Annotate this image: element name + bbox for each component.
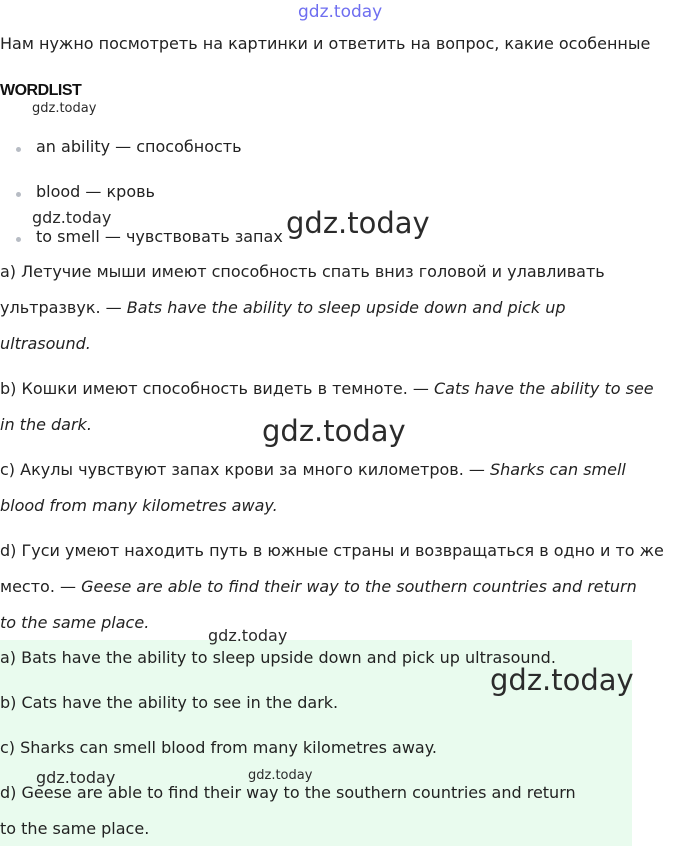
watermark-small: gdz.today — [32, 208, 112, 227]
translation-c-line1: c) Акулы чувствуют запах крови за много километров. — Sharks can smell — [0, 460, 626, 479]
wordlist-title: WORDLIST — [0, 82, 82, 99]
translation-d-line1: d) Гуси умеют находить путь в южные страны и возвращаться в одно и то же — [0, 541, 664, 560]
watermark-small: gdz.today — [248, 768, 313, 783]
translation-a-line2: ультразвук. — Bats have the ability to sleep upside down and pick up — [0, 298, 566, 317]
wordlist-item: blood — кровь — [36, 182, 155, 201]
watermark-large: gdz.today — [490, 663, 634, 697]
translation-a-line3: ultrasound. — [0, 334, 91, 353]
wordlist-item: to smell — чувствовать запах — [36, 227, 283, 246]
translation-d-line3: to the same place. — [0, 613, 150, 632]
translation-b-line2: in the dark. — [0, 415, 92, 434]
answer-a: a) Bats have the ability to sleep upside down and pick up ultrasound. — [0, 648, 556, 667]
translation-b-line1: b) Кошки имеют способность видеть в темноте. — Cats have the ability to see — [0, 379, 654, 398]
watermark-small: gdz.today — [36, 768, 116, 787]
answer-d-line2: to the same place. — [0, 819, 150, 838]
wordlist-item: an ability — способность — [36, 137, 242, 156]
watermark-small: gdz.today — [208, 626, 288, 645]
watermark-large: gdz.today — [262, 414, 406, 448]
translation-a-line1: a) Летучие мыши имеют способность спать вниз головой и улавливать — [0, 262, 605, 281]
watermark-large: gdz.today — [286, 206, 430, 240]
bullet-icon — [16, 192, 21, 197]
bullet-icon — [16, 147, 21, 152]
watermark-small: gdz.today — [32, 101, 97, 116]
bullet-icon — [16, 237, 21, 242]
intro-text: Нам нужно посмотреть на картинки и ответить на вопрос, какие особенные — [0, 34, 651, 53]
watermark-top: gdz.today — [298, 2, 383, 22]
answer-c: c) Sharks can smell blood from many kilometres away. — [0, 738, 437, 757]
answer-d-line1: d) Geese are able to find their way to the southern countries and return — [0, 783, 576, 802]
answer-b: b) Cats have the ability to see in the dark. — [0, 693, 339, 712]
translation-d-line2: место. — Geese are able to find their way to the southern countries and return — [0, 577, 637, 596]
translation-c-line2: blood from many kilometres away. — [0, 496, 278, 515]
